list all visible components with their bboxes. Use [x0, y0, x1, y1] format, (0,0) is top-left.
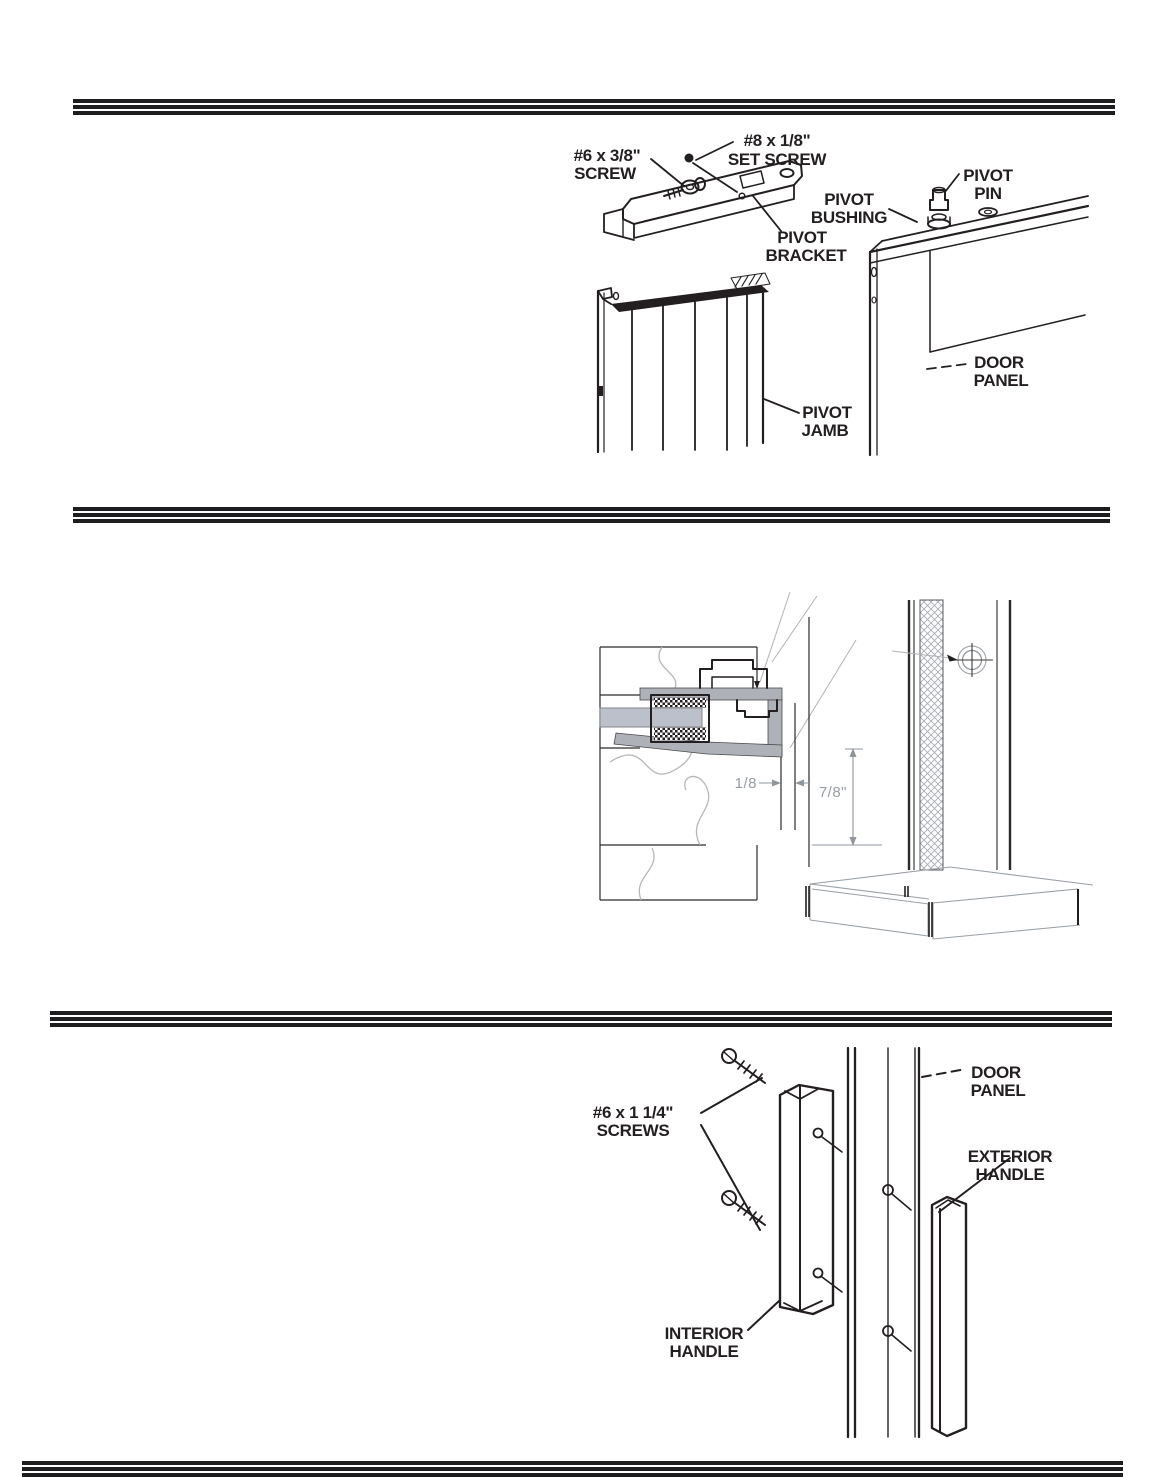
door-panel-leader-line — [922, 1069, 966, 1077]
pivot-bracket-label: PIVOT — [777, 228, 827, 247]
pivot-jamb-drawing — [597, 273, 799, 452]
bushing-leader-line — [889, 209, 917, 222]
door-panel-label: DOOR — [971, 1063, 1021, 1082]
pivot-bracket-label: BRACKET — [765, 246, 847, 265]
vinyl-seal-top — [654, 697, 706, 708]
figure-handle-installation — [560, 1040, 1115, 1460]
section-divider-4 — [22, 1461, 1123, 1477]
interior-handle-label: INTERIOR — [664, 1324, 744, 1343]
door-panel-label: PANEL — [970, 1081, 1026, 1100]
jamb-leader-line — [764, 399, 799, 413]
frame-edge-lines — [781, 617, 809, 867]
screws-label: SCREWS — [596, 1121, 670, 1140]
screw-label: #6 x 3/8" — [573, 146, 641, 165]
set-screw-label: #8 x 1/8" — [743, 131, 811, 150]
exterior-handle-label: HANDLE — [975, 1165, 1045, 1184]
sill-drawing — [806, 867, 1093, 939]
exterior-handle-drawing — [932, 1197, 966, 1436]
section-divider-1 — [73, 99, 1115, 115]
dimension-7-8 — [812, 748, 882, 846]
set-screw-label: SET SCREW — [727, 150, 827, 169]
screws-label: #6 x 1 1/4" — [592, 1103, 674, 1122]
pivot-pin-label: PIVOT — [963, 166, 1013, 185]
screw-leader-line — [651, 159, 684, 186]
pivot-jamb-label: PIVOT — [802, 403, 852, 422]
screws-leader-lines — [701, 1078, 762, 1230]
door-panel-lines — [848, 1048, 919, 1437]
gap-dimension-text: 1/8 — [734, 775, 757, 792]
section-divider-2 — [73, 507, 1110, 523]
screw-label: SCREW — [574, 164, 636, 183]
pivot-jamb-label: JAMB — [801, 421, 849, 440]
dimension-1-8 — [735, 775, 809, 792]
mounting-screw — [664, 178, 705, 199]
depth-dimension-text: 7/8" — [818, 784, 847, 801]
interior-handle-label: HANDLE — [669, 1342, 739, 1361]
interior-handle-drawing — [780, 1085, 842, 1314]
exterior-handle-label: EXTERIOR — [967, 1147, 1053, 1166]
figure-pivot-assembly — [555, 120, 1115, 465]
interior-handle-leader-line — [748, 1301, 779, 1330]
pivot-bushing-label: PIVOT — [824, 190, 874, 209]
handle-screw-2 — [722, 1191, 765, 1225]
figure-head-jamb-section — [590, 590, 1100, 970]
door-panel-label: DOOR — [974, 353, 1024, 372]
pin-leader-line — [945, 174, 959, 192]
pivot-pin-label: PIN — [974, 184, 1002, 203]
bracket-leader-line — [753, 196, 781, 231]
door-panel-leader-line — [927, 364, 967, 369]
section-divider-3 — [50, 1011, 1112, 1027]
handle-screw-1 — [722, 1049, 765, 1083]
vinyl-seal-bottom — [654, 727, 706, 740]
set-screw — [685, 154, 694, 163]
door-panel-drawing — [870, 174, 1088, 455]
pivot-bushing — [928, 214, 950, 229]
door-panel-label: PANEL — [973, 371, 1029, 390]
pivot-bushing-label: BUSHING — [810, 208, 888, 227]
